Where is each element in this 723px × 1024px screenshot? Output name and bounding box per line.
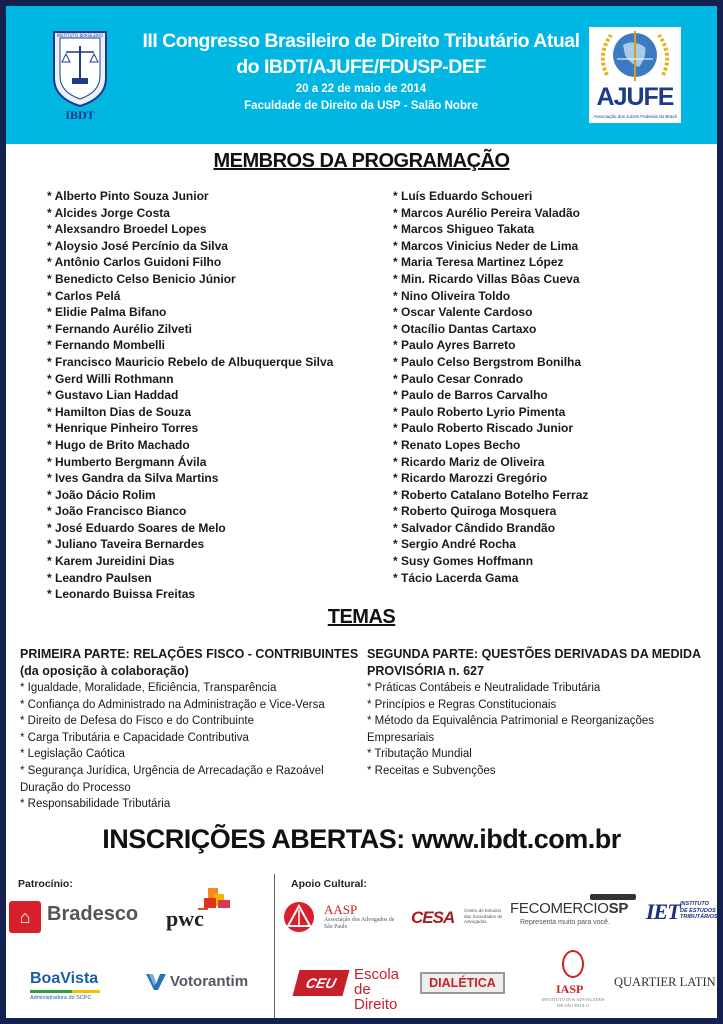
- member-item: * Ricardo Marozzi Gregório: [393, 470, 588, 487]
- dialetica-logo: [420, 972, 505, 994]
- boavista-logo: [30, 970, 120, 1004]
- header-banner: [6, 6, 717, 144]
- member-item: * Benedicto Celso Benicio Júnior: [47, 271, 333, 288]
- theme-item: * Tributação Mundial: [367, 746, 707, 763]
- ceu-logo-text: Escola de Direito: [354, 966, 400, 1013]
- member-item: * João Dácio Rolim: [47, 487, 333, 504]
- registration-banner: [6, 824, 717, 855]
- members-list-left: [47, 188, 333, 603]
- theme-item: * Práticas Contábeis e Neutralidade Tributária: [367, 680, 707, 697]
- theme-part1-subheading: (da oposição à colaboração): [20, 664, 189, 678]
- member-item: * Paulo Celso Bergstrom Bonilha: [393, 354, 588, 371]
- iasp-logo-subtitle: INSTITUTO DOS ADVOGADOS DE SÃO PAULO: [541, 997, 605, 1008]
- registration-url-link[interactable]: www.ibdt.com.br: [411, 824, 621, 854]
- member-item: * Juliano Taveira Bernardes: [47, 536, 333, 553]
- member-item: * Antônio Carlos Guidoni Filho: [47, 254, 333, 271]
- pwc-logo: [166, 888, 236, 936]
- fecomercio-sp: SP: [608, 900, 629, 917]
- votorantim-logo: [146, 972, 256, 996]
- globe-sword-laurel-icon: [589, 27, 681, 85]
- aasp-logo-subtitle: Associação dos Advogados de São Paulo: [324, 917, 395, 930]
- theme-part1-heading: PRIMEIRA PARTE: RELAÇÕES FISCO - CONTRIBUINTES: [20, 647, 359, 661]
- aasp-logo-text: AASP: [324, 902, 358, 917]
- cesa-logo-text: CESA: [411, 908, 455, 927]
- member-item: * Carlos Pelá: [47, 288, 333, 305]
- member-item: * Alcides Jorge Costa: [47, 205, 333, 222]
- member-item: * Marcos Aurélio Pereira Valadão: [393, 205, 588, 222]
- fecomercio-tagline: Representa muito para você.: [520, 919, 610, 926]
- quartier-latin-logo: [614, 975, 714, 991]
- member-item: * Roberto Catalano Botelho Ferraz: [393, 487, 588, 504]
- member-item: * Fernando Mombelli: [47, 337, 333, 354]
- dialetica-logo-text: DIALÉTICA: [420, 972, 505, 994]
- theme-item: * Receitas e Subvenções: [367, 763, 707, 780]
- member-item: * Gustavo Lian Haddad: [47, 387, 333, 404]
- member-item: * Paulo Ayres Barreto: [393, 337, 588, 354]
- bradesco-logo-text: Bradesco: [47, 903, 139, 925]
- cesa-logo: [411, 908, 506, 932]
- member-item: * Salvador Cândido Brandão: [393, 520, 588, 537]
- bradesco-tree-icon: ⌂: [9, 901, 41, 933]
- registration-label: INSCRIÇÕES ABERTAS:: [102, 824, 405, 854]
- member-item: * Ives Gandra da Silva Martins: [47, 470, 333, 487]
- iasp-logo-text: IASP: [556, 982, 584, 996]
- theme-item: * Princípios e Regras Constitucionais: [367, 697, 707, 714]
- member-item: * Luís Eduardo Schoueri: [393, 188, 588, 205]
- ajufe-logo-subtitle: Associação dos Juízes Federais do Brasil: [593, 114, 677, 119]
- member-item: * Humberto Bergmann Ávila: [47, 454, 333, 471]
- theme-part1: [20, 646, 360, 813]
- fecomercio-logo-text: [510, 900, 628, 917]
- member-item: * Sergio André Rocha: [393, 536, 588, 553]
- member-item: * Hugo de Brito Machado: [47, 437, 333, 454]
- theme-item: * Segurança Jurídica, Urgência de Arrecadação e Razoável Duração do Processo: [20, 763, 360, 796]
- iet-logo-text: IET: [646, 899, 680, 924]
- member-item: * Marcos Shigueo Takata: [393, 221, 588, 238]
- svg-text:INSTITUTO BRASILEIRO: INSTITUTO BRASILEIRO: [56, 33, 104, 38]
- theme-part1-list: [20, 680, 360, 813]
- themes-title: TEMAS: [327, 606, 396, 628]
- member-item: * Karem Jureidini Dias: [47, 553, 333, 570]
- member-item: * Paulo Roberto Lyrio Pimenta: [393, 404, 588, 421]
- ibdt-logo: [48, 28, 112, 126]
- member-item: * Tácio Lacerda Gama: [393, 570, 588, 587]
- member-item: * Paulo Cesar Conrado: [393, 371, 588, 388]
- votorantim-logo-text: Votorantim: [170, 973, 249, 990]
- aasp-logo: [284, 902, 404, 934]
- theme-item: * Confiança do Administrado na Administração e Vice-Versa: [20, 697, 360, 714]
- cesa-logo-subtitle: Centro de Estudos das Sociedades de Advogados: [464, 908, 503, 924]
- ajufe-logo-caption: AJUFE: [596, 83, 674, 111]
- member-item: * Fernando Aurélio Zilveti: [47, 321, 333, 338]
- boavista-stripe: [30, 990, 100, 993]
- boavista-logo-text: BoaVista: [30, 970, 99, 987]
- theme-part2: [367, 646, 707, 780]
- event-title-line2: do IBDT/AJUFE/FDUSP-DEF: [236, 56, 486, 78]
- members-title: MEMBROS DA PROGRAMAÇÃO: [213, 150, 510, 172]
- pwc-logo-text: pwc: [166, 906, 204, 931]
- theme-item: * Carga Tributária e Capacidade Contributiva: [20, 730, 360, 747]
- iasp-logo: [541, 950, 605, 1010]
- theme-item: * Legislação Caótica: [20, 746, 360, 763]
- ibdt-logo-caption: IBDT: [65, 108, 95, 122]
- member-item: * Francisco Mauricio Rebelo de Albuquerque Silva: [47, 354, 333, 371]
- member-item: * Otacílio Dantas Cartaxo: [393, 321, 588, 338]
- aasp-emblem-icon: [284, 902, 314, 932]
- iet-logo: [646, 899, 716, 929]
- ceu-escola-de-direito-logo: [296, 966, 416, 1013]
- theme-item: * Responsabilidade Tributária: [20, 796, 360, 813]
- member-item: * Paulo de Barros Carvalho: [393, 387, 588, 404]
- votorantim-v-icon: [146, 972, 166, 990]
- member-item: * Alberto Pinto Souza Junior: [47, 188, 333, 205]
- theme-item: * Igualdade, Moralidade, Eficiência, Transparência: [20, 680, 360, 697]
- member-item: * Aloysio José Percínio da Silva: [47, 238, 333, 255]
- member-item: * Paulo Roberto Riscado Junior: [393, 420, 588, 437]
- member-item: * Maria Teresa Martinez López: [393, 254, 588, 271]
- member-item: * José Eduardo Soares de Melo: [47, 520, 333, 537]
- member-item: * João Francisco Bianco: [47, 503, 333, 520]
- theme-item: * Método da Equivalência Patrimonial e Reorganizações Empresariais: [367, 713, 707, 746]
- member-item: * Leandro Paulsen: [47, 570, 333, 587]
- ajufe-logo: [589, 27, 681, 123]
- event-title-line1: III Congresso Brasileiro de Direito Tributário Atual: [142, 30, 580, 52]
- poster: [6, 6, 717, 1018]
- member-item: * Renato Lopes Becho: [393, 437, 588, 454]
- cultural-support-label: Apoio Cultural:: [291, 878, 367, 890]
- iet-logo-subtitle: INSTITUTO DE ESTUDOS TRIBUTÁRIOS: [680, 901, 718, 920]
- members-list-right: [393, 188, 588, 586]
- member-item: * Alexsandro Broedel Lopes: [47, 221, 333, 238]
- member-item: * Ricardo Mariz de Oliveira: [393, 454, 588, 471]
- boavista-logo-subtitle: Administradora do SCPC: [30, 995, 92, 1001]
- iasp-crest-icon: [562, 950, 584, 978]
- member-item: * Oscar Valente Cardoso: [393, 304, 588, 321]
- member-item: * Susy Gomes Hoffmann: [393, 553, 588, 570]
- theme-part2-list: [367, 680, 707, 780]
- sponsors-label: Patrocínio:: [18, 878, 73, 890]
- bradesco-logo: [9, 901, 139, 935]
- theme-part2-heading: SEGUNDA PARTE: QUESTÕES DERIVADAS DA MEDIDA: [367, 647, 702, 661]
- sponsors-divider: [274, 874, 275, 1018]
- member-item: * Elidie Palma Bifano: [47, 304, 333, 321]
- member-item: * Min. Ricardo Villas Bôas Cueva: [393, 271, 588, 288]
- theme-item: * Direito de Defesa do Fisco e do Contribuinte: [20, 713, 360, 730]
- quartier-latin-logo-text: QUARTIER LATIN: [614, 975, 716, 989]
- member-item: * Gerd Willi Rothmann: [47, 371, 333, 388]
- theme-part2-subheading: PROVISÓRIA n. 627: [367, 664, 484, 678]
- fecomercio-logo: [510, 894, 640, 932]
- event-date: 20 a 22 de maio de 2014: [295, 83, 427, 95]
- member-item: * Nino Oliveira Toldo: [393, 288, 588, 305]
- scales-of-justice-crest-icon: [48, 28, 112, 108]
- member-item: * Henrique Pinheiro Torres: [47, 420, 333, 437]
- event-venue: Faculdade de Direito da USP - Salão Nobre: [244, 100, 478, 112]
- member-item: * Roberto Quiroga Mosquera: [393, 503, 588, 520]
- member-item: * Leonardo Buissa Freitas: [47, 586, 333, 603]
- member-item: * Marcos Vinicius Neder de Lima: [393, 238, 588, 255]
- ceu-mark-icon: CEU: [293, 970, 350, 996]
- fecomercio-name: FECOMERCIO: [510, 900, 609, 917]
- member-item: * Hamilton Dias de Souza: [47, 404, 333, 421]
